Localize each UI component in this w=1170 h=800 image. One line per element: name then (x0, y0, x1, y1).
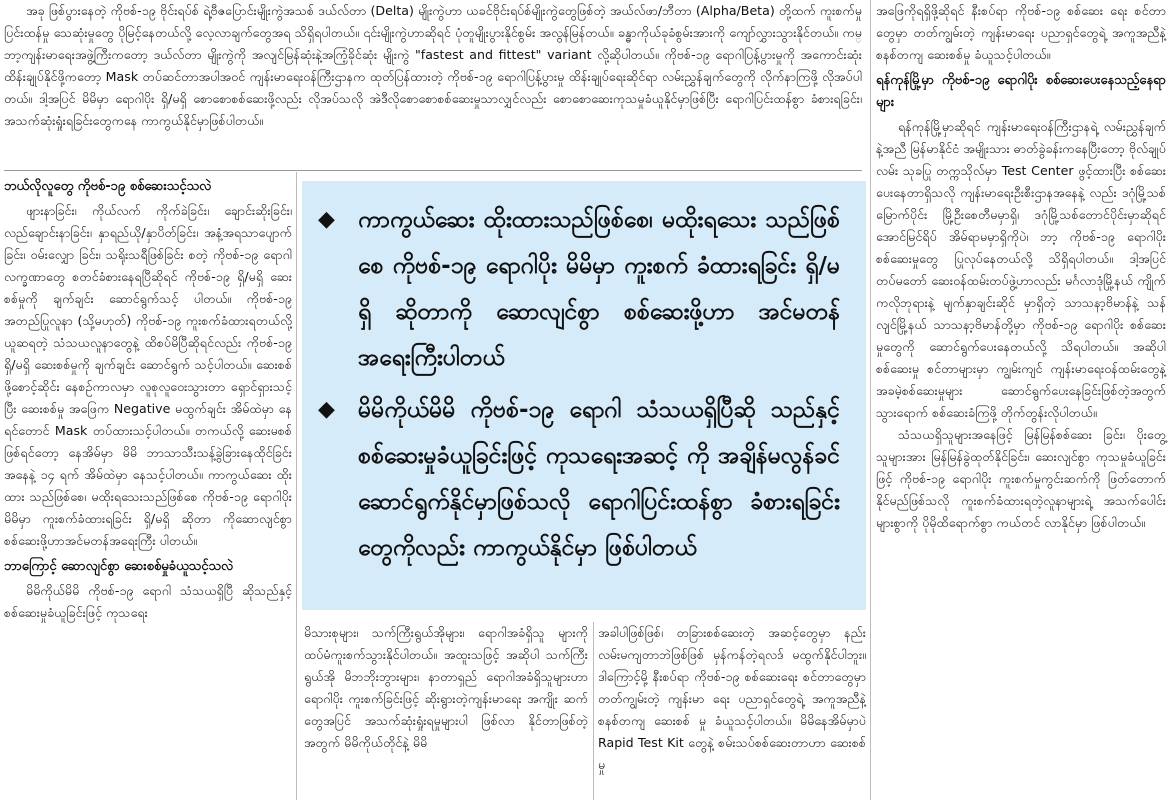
middle-column-b (598, 622, 866, 776)
section-heading-why-test-early: ဘာကြောင့် ဆောလျင်စွာ ဆေးစစ်မှုခံယူသင့်သလဲ (4, 559, 234, 574)
intro-paragraph: အခု ဖြစ်ပွားနေတဲ့ ကိုဗစ်-၁၉ ဗိုင်းရပ်စ် ရဲ့ဗီဇပြောင်းမျိုးကွဲအသစ် ဒယ်လ်တာ (Delta) မျိုးကွဲဟာ ယခင်ဗိုင်းရပ်စ်မျိုးကွဲတွေဖြစ်တဲ့ အယ်လ်ဖာ/ဘီတာ (Alpha/Beta) တို့ထက် ကူးစက်မှု ပြင်းထန်မှု သေဆုံးမှုတွေ ပိုမြင့်နေတယ်လို့ လေ့လာချက်တွေအရ သိရှိရပါတယ်။ ၎င်းမျိုးကွဲဟာဆိုရင် ပုံတူမျိုးပွားနိုင်စွမ်း အလွန်မြန်တယ်။ ခန္ဓာကိုယ်ခုခံစွမ်းအားကို ကျော်လွှားသွားနိုင်တယ်။ ကမ္ဘာ့ကျန်းမာရေးအဖွဲ့ကြီးကတော့ ဒယ်လ်တာ မျိုးကွဲကို အလျင်မြန်ဆုံးနဲ့အကြံ့ခိုင်ဆုံး မျိုးကွဲ "fastest and fittest" variant လို့ဆိုပါတယ်။ ကိုဗစ်-၁၉ ရောဂါပြန့်ပွားမှုကို အကောင်းဆုံးထိန်းချုပ်နိုင်ဖို့ကတော့ Mask တပ်ဆင်တာအပါအဝင် ကျန်းမာရေးဝန်ကြီးဌာနက ထုတ်ပြန်ထားတဲ့ ကိုဗစ်-၁၉ ရောဂါပြန့်ပွားမှု ထိန်းချုပ်ရေးဆိုင်ရာ လမ်းညွှန်ချက်တွေကို လိုက်နာကြဖို့ လိုအပ်ပါတယ်။ ဒါ့အပြင် မိမိမှာ ရောဂါပိုး ရှိ/မရှိ စောစောစစ်ဆေးဖို့လည်း လိုအပ်သလို အဲဒီလိုစောစောစစ်ဆေးမှုသာလျှင်လည်း စောစောဆေးကုသမှုခံယူနိုင်မှာဖြစ်ပြီး ရောဂါပြင်းထန်စွာ ခံစားရခြင်း၊ အသက်ဆုံးရှုံးရခြင်းတွေကနေ ကာကွယ်နိုင်မှာဖြစ်ပါတယ်။ (4, 3, 862, 128)
left-column (4, 172, 292, 624)
left-paragraph-1: ဖျားနာခြင်း၊ ကိုယ်လက် ကိုက်ခဲခြင်း၊ ချောင်းဆိုးခြင်း၊ လည်ချောင်းနာခြင်း၊ နှာရည်ယို/နှာပိတ်ခြင်း၊ အနံ့အရသာပျောက်ခြင်း၊ ဝမ်းလျှော ခြင်း၊ သရိုးသရီဖြစ်ခြင်း စတဲ့ ကိုဗစ်-၁၉ ရောဂါ လက္ခဏာတွေ စတင်ခံစားနေရပြီဆိုရင် ကိုဗစ်-၁၉ ရှိ/မရှိ ဆေးစစ်မှုကို ချက်ချင်း ဆောင်ရွက်သင့် ပါတယ်။ ကိုဗစ်-၁၉ အတည်ပြုလူနာ (သို့မဟုတ်) ကိုဗစ်-၁၉ ကူးစက်ခံထားရတယ်လို့ ယူဆရတဲ့ သံသယလူနာတွေနဲ့ ထိစပ်မိပြီဆိုရင်လည်း ကိုဗစ်-၁၉ ရှိ/မရှိ ဆေးစစ်မှုကို ချက်ချင်း ဆောင်ရွက် သင့်ပါတယ်။ ဆေးစစ်ဖို့စောင့်ဆိုင်း နေစဉ်ကာလမှာ လူစုလူဝေးသွားတာ ရှောင်ရှားသင့်ပြီး ဆေးစစ်မှု အဖြေက Negative မထွက်ချင်း အိမ်ထဲမှာ နေရင်တောင် Mask တပ်ထားသင့်ပါတယ်။ တကယ်လို့ ဆေးမစစ်ဖြစ်ရင်တော့ နေအိမ်မှာ မိမိ ဘာသာသီးသန့်ခွဲခြားနေထိုင်ခြင်း အနေနဲ့ ၁၄ ရက် အိမ်ထဲမှာ နေသင့်ပါတယ်။ ကာကွယ်ဆေး ထိုးထား သည်ဖြစ်စေ၊ မထိုးရသေးသည်ဖြစ်စေ ကိုဗစ်-၁၉ ရောဂါပိုး မိမိမှာ ကူးစက်ခံထားရခြင်း ရှိ/မရှိ ဆိုတာ ကိုဆောလျင်စွာစစ်ဆေးဖို့ဟာအင်မတန်အရေးကြီး ပါတယ်။ (4, 203, 292, 548)
right-paragraph-2: သံသယရှိသူများအနေဖြင့် မြန်မြန်စစ်ဆေး ခြင်း၊ ပိုးတွေ့သူများအား မြန်မြန်ခွဲထုတ်နိုင်ခြင်း၊ ဆေးလျင်စွာ ကုသမှုခံယူခြင်းဖြင့် ကိုဗစ်-၁၉ ရောဂါပိုး ကူးစက်မှုကွင်းဆက်ကို ဖြတ်တောက် နိုင်မည်ဖြစ်သလို ကူးစက်ခံထားရတဲ့လူနာများရဲ့ အသက်ပေါင်းများစွာကို ပိုမိုထိရောက်စွာ ကယ်တင် လာနိုင်မှာ ဖြစ်ပါတယ်။ (876, 427, 1166, 530)
column-divider-left (296, 172, 297, 800)
left-paragraph-2: မိမိကိုယ်မိမိ ကိုဗစ်-၁၉ ရောဂါ သံသယရှိပြီ ဆိုသည်နှင့် စစ်ဆေးမှုခံယူခြင်းဖြင့် ကုသရေး (4, 583, 292, 620)
right-column (876, 0, 1166, 534)
middle-paragraph-a: မိသားစုများ၊ သက်ကြီးရွယ်အိုများ၊ ရောဂါအခံရှိသူ များကို ထပ်မံကူးစက်သွားနိုင်ပါတယ်။ အထူးသဖြင့် အဆိုပါ သက်ကြီးရွယ်အို မိဘဘိုးဘွားများ၊ နာတာရှည် ရောဂါအခံရှိသူများဟာ ရောဂါပိုး ကူးစက်ခြင်းဖြင့် ဆိုးရွားတဲ့ကျန်းမာရေး အကျိုး ဆက်တွေအပြင် အသက်ဆုံးရှုံးရမှုများပါ ဖြစ်လာ နိုင်တာဖြစ်တဲ့အတွက် မိမိကိုယ်တိုင်နဲ့ မိမိ (304, 625, 588, 750)
right-paragraph-top: အဖြေကိုရရှိဖို့ဆိုရင် နီးစပ်ရာ ကိုဗစ်-၁၉ စစ်ဆေး ရေး စင်တာတွေမှာ တတ်ကျွမ်းတဲ့ ကျန်းမာရေး ပညာရှင်တွေရဲ့ အကူအညီနဲ့ စနစ်တကျ ဆေးစစ်မှု ခံယူသင့်ပါတယ်။ (876, 3, 1166, 62)
callout-text-1: ကာကွယ်ဆေး ထိုးထားသည်ဖြစ်စေ၊ မထိုးရသေး သည်ဖြစ်စေ ကိုဗစ်-၁၉ ရောဂါပိုး မိမိမှာ ကူးစက် ခံထားရခြင်း ရှိ/မရှိ ဆိုတာကို ဆောလျင်စွာ စစ်ဆေးဖို့ဟာ အင်မတန်အရေးကြီးပါတယ် (358, 207, 840, 371)
diamond-bullet-icon: ◆ (318, 397, 335, 422)
callout-text-2: မိမိကိုယ်မိမိ ကိုဗစ်-၁၉ ရောဂါ သံသယရှိပြီဆို သည်နှင့် စစ်ဆေးမှုခံယူခြင်းဖြင့် ကုသရေးအဆင့် ကို အချိန်မလွန်ခင် ဆောင်ရွက်နိုင်မှာဖြစ်သလို ရောဂါပြင်းထန်စွာ ခံစားရခြင်းတွေကိုလည်း ကာကွယ်နိုင်မှာ ဖြစ်ပါတယ် (358, 397, 840, 561)
column-divider-right (870, 0, 871, 800)
middle-paragraph-b: အခါပါဖြစ်ဖြစ်၊ တခြားစစ်ဆေးတဲ့ အဆင့်တွေမှာ နည်းလမ်းမကျတာဘဲဖြစ်ဖြစ် မှန်ကန်တဲ့ရလဒ် မထွက်နိုင်ပါဘူး။ ဒါကြောင့်မို့ နီးစပ်ရာ ကိုဗစ်-၁၉ စစ်ဆေးရေး စင်တာတွေမှာ တတ်ကျွမ်းတဲ့ ကျန်းမာ ရေး ပညာရှင်တွေရဲ့ အကူအညီနဲ့ စနစ်တကျ ဆေးစစ် မှု ခံယူသင့်ပါတယ်။ မိမိနေအိမ်မှာပဲ Rapid Test Kit တွေနဲ့ စမ်းသပ်စစ်ဆေးတာဟာ ဆေးစစ်မှု (598, 625, 866, 772)
intro-paragraph-block (4, 0, 862, 132)
section-heading-who-should-test: ဘယ်လိုလူတွေ ကိုဗစ်-၁၉ စစ်ဆေးသင့်သလဲ (4, 179, 212, 194)
callout-item-2 (318, 387, 840, 571)
section-heading-yangon-test-sites: ရန်ကုန်မြို့မှာ ကိုဗစ်-၁၉ ရောဂါပိုး စစ်ဆေးပေးနေသည့်နေရာများ (876, 73, 1166, 110)
highlight-callout-box (302, 181, 866, 610)
column-divider-middle (593, 622, 594, 800)
right-paragraph-1: ရန်ကုန်မြို့မှာဆိုရင် ကျန်းမာရေးဝန်ကြီးဌာနရဲ့ လမ်းညွှန်ချက်နဲ့အညီ မြန်မာနိုင်ငံ အမျိုးသား ဓာတ်ခွဲခန်းကနေပြီးတော့ ဗိုလ်ချုပ်လမ်း သုခပြု တက္ကသိုလ်မှာ Test Center ဖွင့်ထားပြီး စစ်ဆေး ပေးနေတာရှိသလို ကျန်းမာရေးဦးစီးဌာနအနေနဲ့ လည်း ဒဂုံမြို့သစ်မြောက်ပိုင်း မြို့ဦးစေတီမမှာရှိ၊ ဒဂုံမြို့သစ်တောင်ပိုင်းမှာဆိုရင် အောင်မြင်ရိပ် အိမ်ရာမမှာရှိကိုပဲ၊ ဘာ့ ကိုဗစ်-၁၉ ရောဂါပိုး စစ်ဆေးမှုတွေ ပြုလုပ်နေတယ်လို့ သိရှိရပါတယ်။ ဒါ့အပြင် တပ်မတော် ဆေးဝန်ထမ်းတပ်ဖွဲ့ဟာလည်း မင်္ဂလာဒုံမြို့နယ် ကျိုက်ကလိုဘုရားနဲ့ မျက်နှာချင်းဆိုင် မှာရှိတဲ့ သာသနာ့ဗိမာန်နဲ့ သန်လျင်မြို့နယ် သာသနာ့ဗိမာန်တို့မှာ ကိုဗစ်-၁၉ ရောဂါပိုး စစ်ဆေး မှုတွေကို ဆောင်ရွက်ပေးနေတယ်လို့ သိရပါတယ်။ အဆိုပါစစ်ဆေးမှု စင်တာများမှာ ကျွမ်းကျင် ကျန်းမာရေးဝန်ထမ်းတွေနဲ့ အခမဲ့စစ်ဆေးမှုများ ဆောင်ရွက်ပေးနေခြင်းဖြစ်တဲ့အတွက် သွားရောက် စစ်ဆေးခံကြဖို့ တိုက်တွန်းလိုပါတယ်။ (876, 119, 1166, 420)
callout-item-1 (318, 197, 840, 381)
top-divider (4, 170, 862, 171)
middle-column-a (304, 622, 588, 754)
diamond-bullet-icon: ◆ (318, 207, 335, 232)
